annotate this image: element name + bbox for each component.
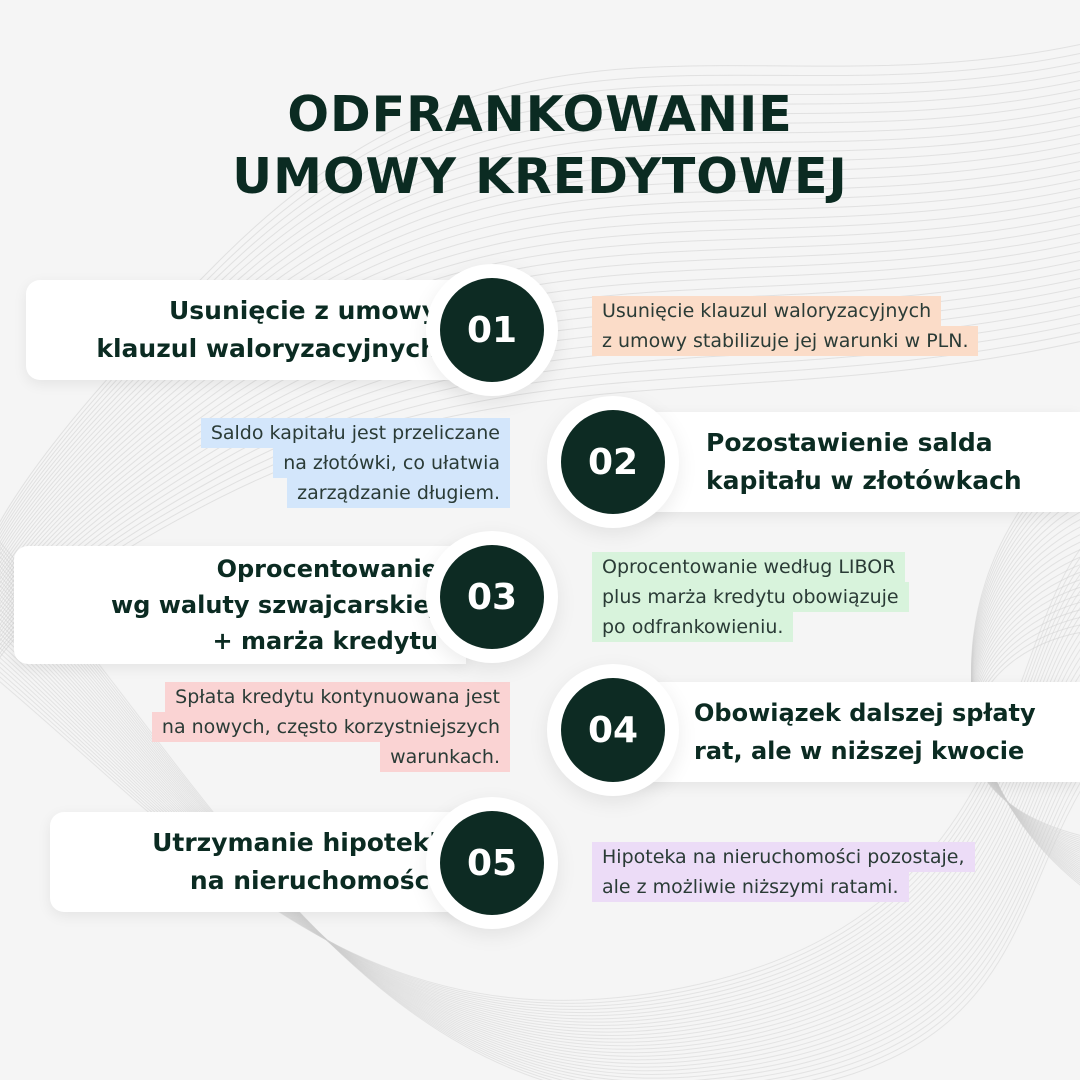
step-1-heading-card — [26, 280, 466, 380]
step-1-number-badge: 01 — [440, 278, 544, 382]
step-5-heading-card — [50, 812, 466, 912]
step-2-description-line-3: zarządzanie długiem. — [287, 478, 510, 508]
step-5-heading-line-2: na nieruchomości — [189, 866, 438, 895]
step-4-description-line-2: na nowych, często korzystniejszych — [152, 712, 510, 742]
step-1-description-line-2: z umowy stabilizuje jej warunki w PLN. — [592, 326, 978, 356]
step-1-heading-line-1: Usunięcie z umowy — [168, 296, 438, 325]
step-4-number-badge: 04 — [561, 678, 665, 782]
step-5-description — [592, 842, 1062, 902]
step-3-description-line-2: plus marża kredytu obowiązuje — [592, 582, 909, 612]
step-3-description-line-1: Oprocentowanie według LIBOR — [592, 552, 905, 582]
step-2-description-line-2: na złotówki, co ułatwia — [273, 448, 510, 478]
step-3-description — [592, 552, 1052, 642]
step-4-heading-line-2: rat, ale w niższej kwocie — [694, 737, 1025, 765]
step-1-heading-line-2: klauzul waloryzacyjnych — [96, 334, 438, 363]
step-2-description-line-1: Saldo kapitału jest przeliczane — [201, 418, 510, 448]
step-1-description-line-1: Usunięcie klauzul waloryzacyjnych — [592, 296, 941, 326]
step-2-number-badge: 02 — [561, 410, 665, 514]
step-3-heading-line-2: wg waluty szwajcarskiej — [111, 591, 438, 619]
page-title-line-1: ODFRANKOWANIE — [287, 86, 793, 143]
step-4-description — [80, 682, 510, 772]
step-3-heading-line-1: Oprocentowanie — [216, 555, 438, 583]
step-3-description-line-3: po odfrankowieniu. — [592, 612, 793, 642]
step-4-heading-line-1: Obowiązek dalszej spłaty — [694, 699, 1036, 727]
step-3-heading-line-3: + marża kredytu — [212, 627, 438, 655]
page-title-line-2: UMOWY KREDYTOWEJ — [232, 148, 848, 205]
step-3-number-badge: 03 — [440, 545, 544, 649]
step-5-description-line-2: ale z możliwie niższymi ratami. — [592, 872, 909, 902]
step-1-description — [592, 296, 1052, 356]
step-5-heading-line-1: Utrzymanie hipoteki — [152, 828, 438, 857]
step-2-heading-line-1: Pozostawienie salda — [706, 428, 993, 457]
step-2-description — [100, 418, 510, 508]
step-2-heading-line-2: kapitału w złotówkach — [706, 466, 1022, 495]
step-5-number-badge: 05 — [440, 811, 544, 915]
page-title — [0, 84, 1080, 208]
step-4-description-line-3: warunkach. — [380, 742, 510, 772]
step-3-heading-card — [14, 546, 466, 664]
step-4-description-line-1: Spłata kredytu kontynuowana jest — [165, 682, 510, 712]
step-5-description-line-1: Hipoteka na nieruchomości pozostaje, — [592, 842, 975, 872]
